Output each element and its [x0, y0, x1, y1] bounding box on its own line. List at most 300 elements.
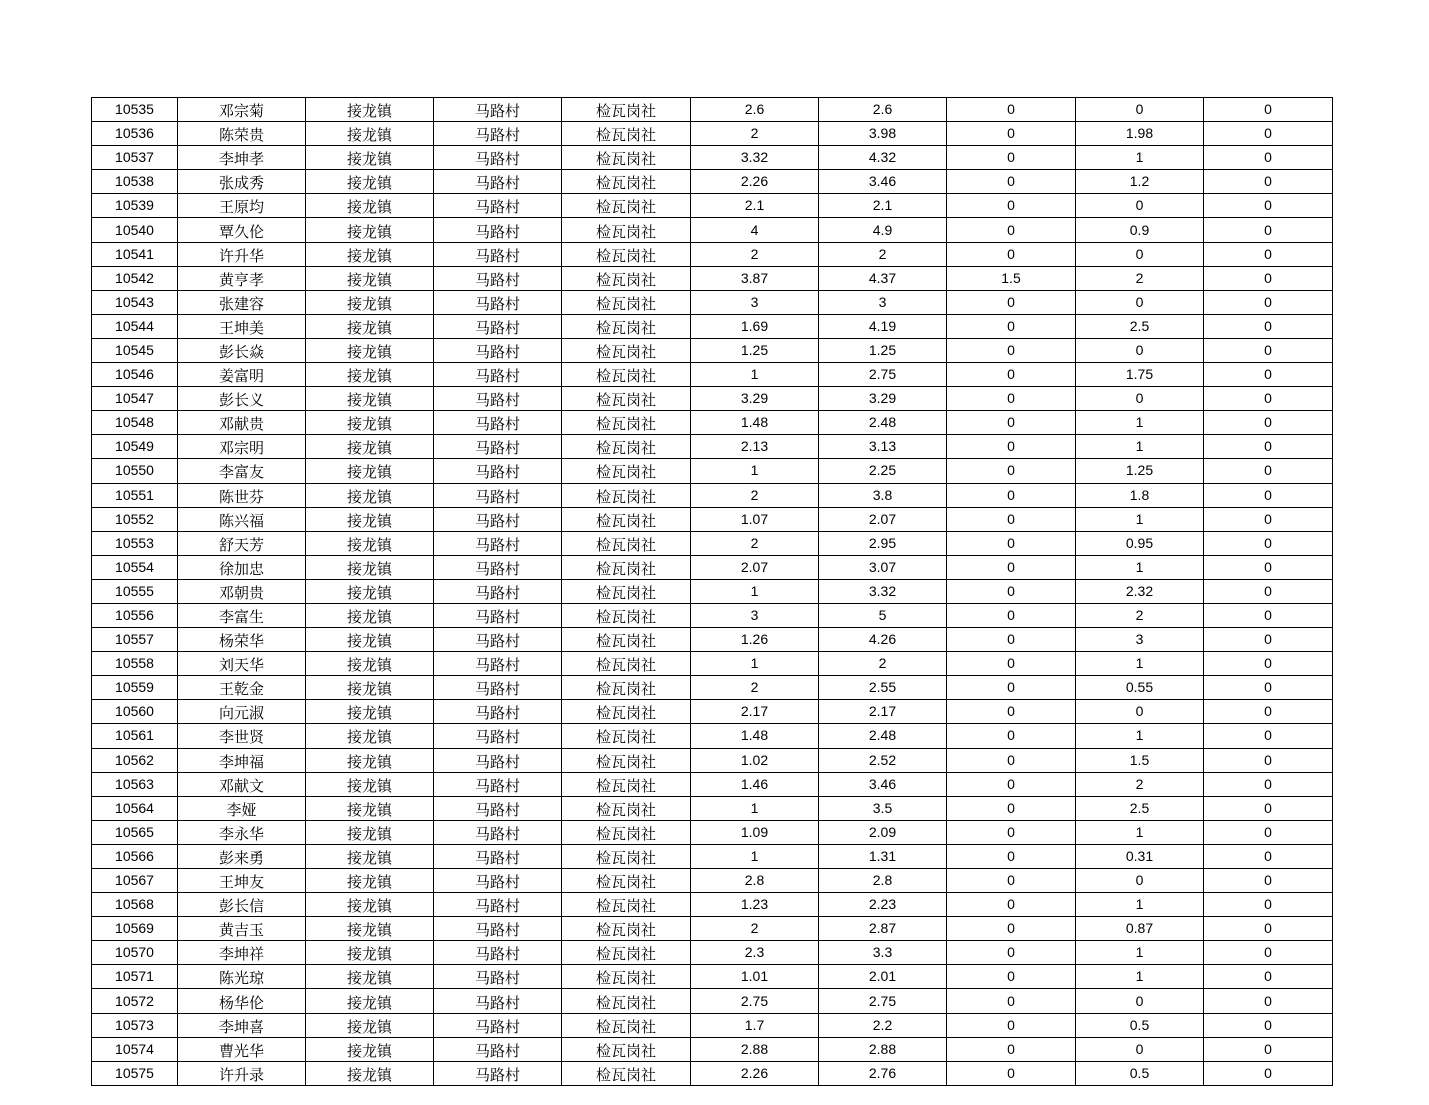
name-cell: 舒天芳 [178, 531, 306, 555]
id-cell: 10543 [92, 290, 178, 314]
name-cell: 李永华 [178, 820, 306, 844]
village-cell: 马路村 [434, 893, 562, 917]
id-cell: 10555 [92, 579, 178, 603]
value-cell-4: 3 [1076, 628, 1204, 652]
town-cell: 接龙镇 [306, 242, 434, 266]
table-row [92, 194, 1333, 218]
value-cell-4: 0.31 [1076, 844, 1204, 868]
table-row [92, 844, 1333, 868]
value-cell-4: 1 [1076, 555, 1204, 579]
value-cell-1: 1.69 [691, 314, 819, 338]
name-cell: 邓宗明 [178, 435, 306, 459]
name-cell: 李富友 [178, 459, 306, 483]
value-cell-4: 1.8 [1076, 483, 1204, 507]
table-row [92, 893, 1333, 917]
name-cell: 彭长焱 [178, 338, 306, 362]
village-cell: 马路村 [434, 122, 562, 146]
group-cell: 检瓦岗社 [562, 965, 691, 989]
village-cell: 马路村 [434, 1013, 562, 1037]
value-cell-5: 0 [1204, 314, 1333, 338]
value-cell-2: 2.95 [819, 531, 947, 555]
village-cell: 马路村 [434, 844, 562, 868]
value-cell-5: 0 [1204, 363, 1333, 387]
value-cell-2: 2.52 [819, 748, 947, 772]
table-row [92, 146, 1333, 170]
name-cell: 许升录 [178, 1061, 306, 1085]
name-cell: 王原均 [178, 194, 306, 218]
town-cell: 接龙镇 [306, 628, 434, 652]
name-cell: 姜富明 [178, 363, 306, 387]
name-cell: 张建容 [178, 290, 306, 314]
town-cell: 接龙镇 [306, 676, 434, 700]
town-cell: 接龙镇 [306, 579, 434, 603]
village-cell: 马路村 [434, 266, 562, 290]
town-cell: 接龙镇 [306, 724, 434, 748]
value-cell-4: 1 [1076, 507, 1204, 531]
value-cell-4: 0 [1076, 1037, 1204, 1061]
group-cell: 检瓦岗社 [562, 266, 691, 290]
town-cell: 接龙镇 [306, 122, 434, 146]
village-cell: 马路村 [434, 338, 562, 362]
group-cell: 检瓦岗社 [562, 338, 691, 362]
village-cell: 马路村 [434, 941, 562, 965]
id-cell: 10539 [92, 194, 178, 218]
id-cell: 10541 [92, 242, 178, 266]
value-cell-5: 0 [1204, 338, 1333, 362]
village-cell: 马路村 [434, 483, 562, 507]
value-cell-4: 1.5 [1076, 748, 1204, 772]
value-cell-1: 2 [691, 531, 819, 555]
id-cell: 10536 [92, 122, 178, 146]
value-cell-3: 0 [947, 989, 1076, 1013]
name-cell: 彭来勇 [178, 844, 306, 868]
value-cell-1: 2.8 [691, 869, 819, 893]
value-cell-3: 0 [947, 242, 1076, 266]
value-cell-5: 0 [1204, 218, 1333, 242]
value-cell-2: 4.19 [819, 314, 947, 338]
group-cell: 检瓦岗社 [562, 820, 691, 844]
value-cell-2: 3.3 [819, 941, 947, 965]
value-cell-1: 1.7 [691, 1013, 819, 1037]
value-cell-4: 1.2 [1076, 170, 1204, 194]
town-cell: 接龙镇 [306, 844, 434, 868]
value-cell-2: 4.32 [819, 146, 947, 170]
value-cell-2: 3 [819, 290, 947, 314]
value-cell-2: 4.37 [819, 266, 947, 290]
value-cell-2: 2.48 [819, 724, 947, 748]
town-cell: 接龙镇 [306, 483, 434, 507]
table-body [92, 98, 1333, 1086]
value-cell-5: 0 [1204, 507, 1333, 531]
value-cell-5: 0 [1204, 1037, 1333, 1061]
value-cell-1: 1 [691, 579, 819, 603]
value-cell-4: 0 [1076, 98, 1204, 122]
name-cell: 陈光琼 [178, 965, 306, 989]
value-cell-5: 0 [1204, 387, 1333, 411]
id-cell: 10538 [92, 170, 178, 194]
id-cell: 10556 [92, 603, 178, 627]
id-cell: 10535 [92, 98, 178, 122]
name-cell: 杨荣华 [178, 628, 306, 652]
value-cell-5: 0 [1204, 531, 1333, 555]
group-cell: 检瓦岗社 [562, 676, 691, 700]
name-cell: 陈兴福 [178, 507, 306, 531]
value-cell-4: 1 [1076, 146, 1204, 170]
table-row [92, 387, 1333, 411]
group-cell: 检瓦岗社 [562, 483, 691, 507]
value-cell-3: 0 [947, 579, 1076, 603]
village-cell: 马路村 [434, 507, 562, 531]
value-cell-4: 0.5 [1076, 1013, 1204, 1037]
town-cell: 接龙镇 [306, 170, 434, 194]
value-cell-4: 1 [1076, 411, 1204, 435]
village-cell: 马路村 [434, 459, 562, 483]
value-cell-1: 2 [691, 483, 819, 507]
value-cell-3: 0 [947, 1013, 1076, 1037]
table-row [92, 290, 1333, 314]
group-cell: 检瓦岗社 [562, 1061, 691, 1085]
town-cell: 接龙镇 [306, 98, 434, 122]
table-row [92, 869, 1333, 893]
value-cell-2: 2 [819, 242, 947, 266]
id-cell: 10567 [92, 869, 178, 893]
table-row [92, 266, 1333, 290]
value-cell-3: 0 [947, 290, 1076, 314]
value-cell-1: 1 [691, 363, 819, 387]
value-cell-4: 1 [1076, 941, 1204, 965]
town-cell: 接龙镇 [306, 507, 434, 531]
group-cell: 检瓦岗社 [562, 387, 691, 411]
value-cell-2: 3.46 [819, 772, 947, 796]
value-cell-5: 0 [1204, 724, 1333, 748]
table-row [92, 579, 1333, 603]
name-cell: 杨华伦 [178, 989, 306, 1013]
town-cell: 接龙镇 [306, 555, 434, 579]
value-cell-4: 1.75 [1076, 363, 1204, 387]
value-cell-5: 0 [1204, 459, 1333, 483]
table-row [92, 796, 1333, 820]
value-cell-3: 0 [947, 844, 1076, 868]
value-cell-2: 1.31 [819, 844, 947, 868]
value-cell-2: 1.25 [819, 338, 947, 362]
name-cell: 彭长信 [178, 893, 306, 917]
value-cell-3: 0 [947, 122, 1076, 146]
name-cell: 张成秀 [178, 170, 306, 194]
value-cell-5: 0 [1204, 435, 1333, 459]
group-cell: 检瓦岗社 [562, 555, 691, 579]
value-cell-1: 2.1 [691, 194, 819, 218]
town-cell: 接龙镇 [306, 869, 434, 893]
value-cell-1: 1 [691, 796, 819, 820]
value-cell-4: 0 [1076, 290, 1204, 314]
name-cell: 李坤祥 [178, 941, 306, 965]
value-cell-2: 2 [819, 652, 947, 676]
value-cell-1: 2 [691, 676, 819, 700]
value-cell-2: 2.75 [819, 363, 947, 387]
name-cell: 黄吉玉 [178, 917, 306, 941]
group-cell: 检瓦岗社 [562, 242, 691, 266]
value-cell-2: 3.32 [819, 579, 947, 603]
table-row [92, 218, 1333, 242]
value-cell-1: 1 [691, 652, 819, 676]
id-cell: 10571 [92, 965, 178, 989]
name-cell: 陈荣贵 [178, 122, 306, 146]
village-cell: 马路村 [434, 218, 562, 242]
value-cell-2: 2.75 [819, 989, 947, 1013]
table-row [92, 1013, 1333, 1037]
table-row [92, 820, 1333, 844]
value-cell-3: 0 [947, 796, 1076, 820]
value-cell-2: 3.07 [819, 555, 947, 579]
value-cell-5: 0 [1204, 844, 1333, 868]
value-cell-3: 0 [947, 1037, 1076, 1061]
id-cell: 10562 [92, 748, 178, 772]
village-cell: 马路村 [434, 869, 562, 893]
town-cell: 接龙镇 [306, 652, 434, 676]
village-cell: 马路村 [434, 965, 562, 989]
value-cell-4: 0 [1076, 387, 1204, 411]
group-cell: 检瓦岗社 [562, 531, 691, 555]
value-cell-1: 2.17 [691, 700, 819, 724]
value-cell-3: 0 [947, 748, 1076, 772]
value-cell-4: 0 [1076, 242, 1204, 266]
table-row [92, 98, 1333, 122]
table-row [92, 917, 1333, 941]
group-cell: 检瓦岗社 [562, 459, 691, 483]
value-cell-3: 0 [947, 652, 1076, 676]
town-cell: 接龙镇 [306, 1061, 434, 1085]
town-cell: 接龙镇 [306, 700, 434, 724]
value-cell-4: 1 [1076, 893, 1204, 917]
value-cell-2: 2.87 [819, 917, 947, 941]
value-cell-5: 0 [1204, 266, 1333, 290]
village-cell: 马路村 [434, 170, 562, 194]
value-cell-3: 0 [947, 869, 1076, 893]
town-cell: 接龙镇 [306, 387, 434, 411]
group-cell: 检瓦岗社 [562, 435, 691, 459]
id-cell: 10550 [92, 459, 178, 483]
id-cell: 10557 [92, 628, 178, 652]
name-cell: 李娅 [178, 796, 306, 820]
value-cell-3: 0 [947, 170, 1076, 194]
town-cell: 接龙镇 [306, 314, 434, 338]
value-cell-2: 4.26 [819, 628, 947, 652]
value-cell-5: 0 [1204, 941, 1333, 965]
table-row [92, 603, 1333, 627]
group-cell: 检瓦岗社 [562, 989, 691, 1013]
group-cell: 检瓦岗社 [562, 844, 691, 868]
group-cell: 检瓦岗社 [562, 941, 691, 965]
name-cell: 李坤孝 [178, 146, 306, 170]
value-cell-3: 0 [947, 483, 1076, 507]
table-row [92, 483, 1333, 507]
value-cell-1: 2.26 [691, 170, 819, 194]
value-cell-2: 2.76 [819, 1061, 947, 1085]
village-cell: 马路村 [434, 1061, 562, 1085]
group-cell: 检瓦岗社 [562, 628, 691, 652]
value-cell-1: 2 [691, 122, 819, 146]
value-cell-1: 2.75 [691, 989, 819, 1013]
value-cell-1: 1.09 [691, 820, 819, 844]
town-cell: 接龙镇 [306, 1037, 434, 1061]
village-cell: 马路村 [434, 531, 562, 555]
village-cell: 马路村 [434, 917, 562, 941]
value-cell-2: 2.8 [819, 869, 947, 893]
group-cell: 检瓦岗社 [562, 411, 691, 435]
value-cell-5: 0 [1204, 869, 1333, 893]
value-cell-1: 2 [691, 242, 819, 266]
village-cell: 马路村 [434, 314, 562, 338]
value-cell-1: 1 [691, 844, 819, 868]
value-cell-1: 1.48 [691, 724, 819, 748]
table-row [92, 652, 1333, 676]
group-cell: 检瓦岗社 [562, 314, 691, 338]
town-cell: 接龙镇 [306, 435, 434, 459]
value-cell-2: 5 [819, 603, 947, 627]
value-cell-2: 3.98 [819, 122, 947, 146]
id-cell: 10554 [92, 555, 178, 579]
table-row [92, 411, 1333, 435]
value-cell-4: 1.98 [1076, 122, 1204, 146]
name-cell: 徐加忠 [178, 555, 306, 579]
table-row [92, 676, 1333, 700]
town-cell: 接龙镇 [306, 820, 434, 844]
id-cell: 10566 [92, 844, 178, 868]
value-cell-4: 0 [1076, 338, 1204, 362]
village-cell: 马路村 [434, 724, 562, 748]
value-cell-2: 2.1 [819, 194, 947, 218]
group-cell: 检瓦岗社 [562, 748, 691, 772]
table-row [92, 338, 1333, 362]
value-cell-4: 0 [1076, 869, 1204, 893]
value-cell-4: 0.9 [1076, 218, 1204, 242]
id-cell: 10549 [92, 435, 178, 459]
value-cell-2: 3.13 [819, 435, 947, 459]
value-cell-5: 0 [1204, 772, 1333, 796]
group-cell: 检瓦岗社 [562, 772, 691, 796]
name-cell: 曹光华 [178, 1037, 306, 1061]
value-cell-1: 2.13 [691, 435, 819, 459]
table-row [92, 700, 1333, 724]
value-cell-5: 0 [1204, 1061, 1333, 1085]
village-cell: 马路村 [434, 555, 562, 579]
value-cell-5: 0 [1204, 796, 1333, 820]
town-cell: 接龙镇 [306, 796, 434, 820]
value-cell-4: 1 [1076, 724, 1204, 748]
value-cell-5: 0 [1204, 700, 1333, 724]
name-cell: 向元淑 [178, 700, 306, 724]
group-cell: 检瓦岗社 [562, 194, 691, 218]
name-cell: 黄亨孝 [178, 266, 306, 290]
id-cell: 10559 [92, 676, 178, 700]
group-cell: 检瓦岗社 [562, 170, 691, 194]
value-cell-1: 3.32 [691, 146, 819, 170]
value-cell-4: 1.25 [1076, 459, 1204, 483]
value-cell-4: 0.95 [1076, 531, 1204, 555]
value-cell-5: 0 [1204, 603, 1333, 627]
value-cell-2: 2.17 [819, 700, 947, 724]
value-cell-5: 0 [1204, 98, 1333, 122]
id-cell: 10546 [92, 363, 178, 387]
village-cell: 马路村 [434, 411, 562, 435]
table-row [92, 965, 1333, 989]
value-cell-5: 0 [1204, 411, 1333, 435]
value-cell-3: 0 [947, 146, 1076, 170]
table-row [92, 459, 1333, 483]
value-cell-4: 0 [1076, 989, 1204, 1013]
value-cell-2: 2.07 [819, 507, 947, 531]
group-cell: 检瓦岗社 [562, 1013, 691, 1037]
value-cell-2: 3.8 [819, 483, 947, 507]
value-cell-1: 3.29 [691, 387, 819, 411]
value-cell-1: 2.3 [691, 941, 819, 965]
value-cell-5: 0 [1204, 170, 1333, 194]
id-cell: 10570 [92, 941, 178, 965]
name-cell: 邓献贵 [178, 411, 306, 435]
town-cell: 接龙镇 [306, 338, 434, 362]
value-cell-1: 1.23 [691, 893, 819, 917]
value-cell-2: 2.01 [819, 965, 947, 989]
value-cell-1: 3 [691, 603, 819, 627]
town-cell: 接龙镇 [306, 146, 434, 170]
value-cell-2: 2.09 [819, 820, 947, 844]
village-cell: 马路村 [434, 146, 562, 170]
value-cell-5: 0 [1204, 122, 1333, 146]
value-cell-2: 3.29 [819, 387, 947, 411]
town-cell: 接龙镇 [306, 218, 434, 242]
value-cell-3: 0 [947, 194, 1076, 218]
name-cell: 王乾金 [178, 676, 306, 700]
group-cell: 检瓦岗社 [562, 122, 691, 146]
table-row [92, 1061, 1333, 1085]
value-cell-4: 1 [1076, 652, 1204, 676]
id-cell: 10540 [92, 218, 178, 242]
table-row [92, 507, 1333, 531]
value-cell-5: 0 [1204, 917, 1333, 941]
table-row [92, 1037, 1333, 1061]
name-cell: 李世贤 [178, 724, 306, 748]
value-cell-3: 0 [947, 700, 1076, 724]
value-cell-2: 2.2 [819, 1013, 947, 1037]
table-row [92, 628, 1333, 652]
group-cell: 检瓦岗社 [562, 796, 691, 820]
town-cell: 接龙镇 [306, 603, 434, 627]
village-cell: 马路村 [434, 748, 562, 772]
value-cell-1: 4 [691, 218, 819, 242]
table-row [92, 989, 1333, 1013]
village-cell: 马路村 [434, 772, 562, 796]
value-cell-3: 0 [947, 531, 1076, 555]
name-cell: 陈世芬 [178, 483, 306, 507]
town-cell: 接龙镇 [306, 772, 434, 796]
value-cell-5: 0 [1204, 820, 1333, 844]
town-cell: 接龙镇 [306, 893, 434, 917]
value-cell-3: 0 [947, 820, 1076, 844]
value-cell-4: 0.87 [1076, 917, 1204, 941]
table-row [92, 941, 1333, 965]
value-cell-3: 0 [947, 338, 1076, 362]
id-cell: 10561 [92, 724, 178, 748]
value-cell-3: 0 [947, 98, 1076, 122]
name-cell: 王坤美 [178, 314, 306, 338]
group-cell: 检瓦岗社 [562, 290, 691, 314]
name-cell: 李坤福 [178, 748, 306, 772]
value-cell-3: 0 [947, 965, 1076, 989]
value-cell-4: 2 [1076, 266, 1204, 290]
value-cell-5: 0 [1204, 290, 1333, 314]
value-cell-1: 2 [691, 917, 819, 941]
value-cell-4: 0 [1076, 194, 1204, 218]
